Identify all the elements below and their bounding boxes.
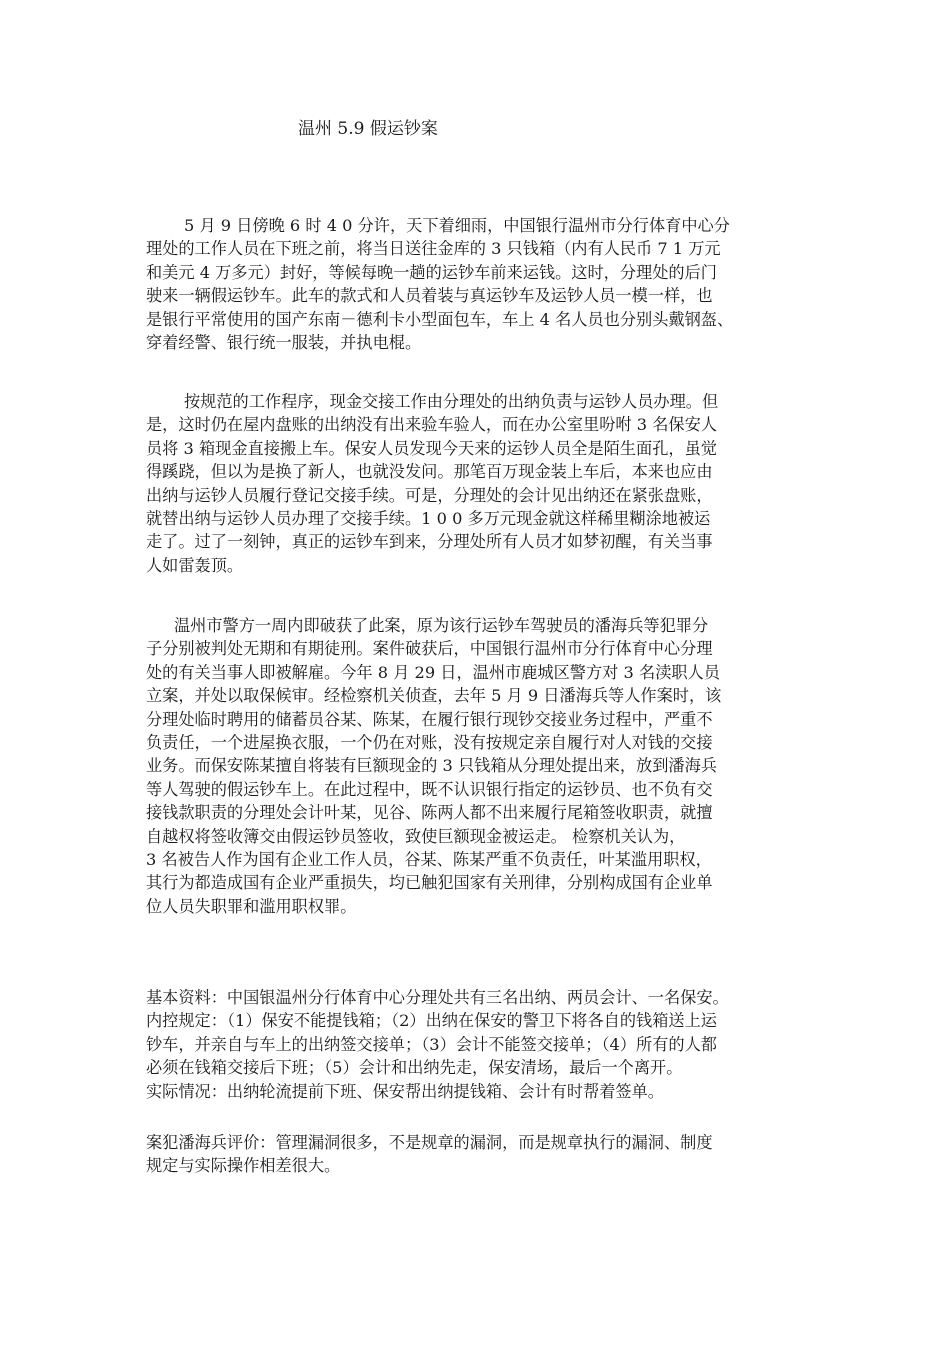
paragraph-3-line: 温州市警方一周内即破获了此案，原为该行运钞车驾驶员的潘海兵等犯罪分	[174, 616, 709, 635]
paragraph-2-line: 是，这时仍在屋内盘账的出纳没有出来验车验人，而在办公室里吩咐 3 名保安人	[146, 415, 717, 435]
paragraph-3-line: 其行为都造成国有企业严重损失，均已触犯国家有关刑律，分别构成国有企业单	[146, 873, 713, 893]
paragraph-3-line: 3 名被告人作为国有企业工作人员，谷某、陈某严重不负责任，叶某滥用职权，	[146, 849, 712, 869]
paragraph-3-line: 立案，并处以取保候审。经检察机关侦查，去年 5 月 9 日潘海兵等人作案时，该	[146, 686, 722, 706]
paragraph-2-line: 按规范的工作程序，现金交接工作由分理处的出纳负责与运钞人员办理。但	[184, 392, 719, 411]
paragraph-1-line: 和美元 4 万多元）封好，等候每晚一趟的运钞车前来运钱。这时，分理处的后门	[146, 262, 717, 282]
paragraph-1	[146, 214, 808, 354]
paragraph-3-line: 自越权将签收簿交由假运钞员签收，致使巨额现金被运走。 检察机关认为，	[146, 826, 686, 846]
paragraph-3-line: 位人员失职罪和滥用职权罪。	[146, 896, 357, 916]
paragraph-3-line: 业务。而保安陈某擅自将装有巨额现金的 3 只钱箱从分理处提出来，放到潘海兵	[146, 756, 717, 776]
paragraph-3-line: 等人驾驶的假运钞车上。在此过程中，既不认识银行指定的运钞员、也不负有交	[146, 779, 713, 799]
paragraph-5	[146, 1131, 808, 1178]
paragraph-3-line: 接钱款职责的分理处会计叶某，见谷、陈两人都不出来履行尾箱签收职责，就擅	[146, 803, 713, 823]
paragraph-2-line: 得蹊跷，但以为是换了新人，也就没发问。那笔百万现金装上车后，本来也应由	[146, 462, 713, 482]
paragraph-1-line: 驶来一辆假运钞车。此车的款式和人员着装与真运钞车及运钞人员一模一样，也	[146, 286, 713, 306]
paragraph-1-line: 5 月 9 日傍晚 6 时 4 0 分许，天下着细雨，中国银行温州市分行体育中心分	[184, 216, 730, 235]
paragraph-4-line: 实际情况：出纳轮流提前下班、保安帮出纳提钱箱、会计有时帮着签单。	[146, 1081, 664, 1101]
document-title: 温州 5.9 假运钞案	[298, 119, 438, 139]
paragraph-2-line: 就替出纳与运钞人员办理了交接手续。1 0 0 多万元现金就这样稀里糊涂地被运	[146, 508, 711, 528]
paragraph-3-line: 负责任，一个进屋换衣服，一个仍在对账，没有按规定亲自履行对人对钱的交接	[146, 732, 713, 752]
paragraph-2-line: 出纳与运钞人员履行登记交接手续。可是，分理处的会计见出纳还在紧张盘账，	[146, 485, 713, 505]
paragraph-3	[146, 614, 808, 918]
paragraph-4-line: 必须在钱箱交接后下班；（5）会计和出纳先走，保安清场，最后一个离开。	[146, 1058, 683, 1078]
paragraph-1-line: 是银行平常使用的国产东南－德利卡小型面包车，车上 4 名人员也分别头戴钢盔、	[146, 309, 734, 329]
paragraph-1-line: 理处的工作人员在下班之前，将当日送往金库的 3 只钱箱（内有人民币 7 1 万元	[146, 239, 721, 259]
paragraph-4-line: 基本资料：中国银温州分行体育中心分理处共有三名出纳、两员会计、一名保安。	[146, 988, 729, 1007]
paragraph-2-line: 走了。过了一刻钟，真正的运钞车到来，分理处所有人员才如梦初醒，有关当事	[146, 532, 713, 552]
paragraph-5-line: 案犯潘海兵评价：管理漏洞很多，不是规章的漏洞，而是规章执行的漏洞、制度	[146, 1133, 713, 1152]
paragraph-3-line: 子分别被判处无期和有期徒刑。案件破获后，中国银行温州市分行体育中心分理	[146, 639, 713, 659]
paragraph-1-line: 穿着经警、银行统一服装，并执电棍。	[146, 332, 422, 352]
paragraph-3-line: 分理处临时聘用的储蓄员谷某、陈某，在履行银行现钞交接业务过程中，严重不	[146, 709, 713, 729]
paragraph-2	[146, 390, 808, 577]
paragraph-3-line: 处的有关当事人即被解雇。今年 8 月 29 日，温州市鹿城区警方对 3 名渎职人员	[146, 662, 720, 682]
paragraph-2-line: 员将 3 箱现金直接搬上车。保安人员发现今天来的运钞人员全是陌生面孔，虽觉	[146, 438, 717, 458]
paragraph-2-line: 人如雷轰顶。	[146, 555, 244, 575]
paragraph-4	[146, 986, 808, 1103]
paragraph-5-line: 规定与实际操作相差很大。	[146, 1156, 341, 1176]
paragraph-4-line: 内控规定：（1）保安不能提钱箱；（2）出纳在保安的警卫下将各自的钱箱送上运	[146, 1011, 717, 1031]
paragraph-4-line: 钞车，并亲自与车上的出纳签交接单；（3）会计不能签交接单；（4）所有的人都	[146, 1034, 717, 1054]
